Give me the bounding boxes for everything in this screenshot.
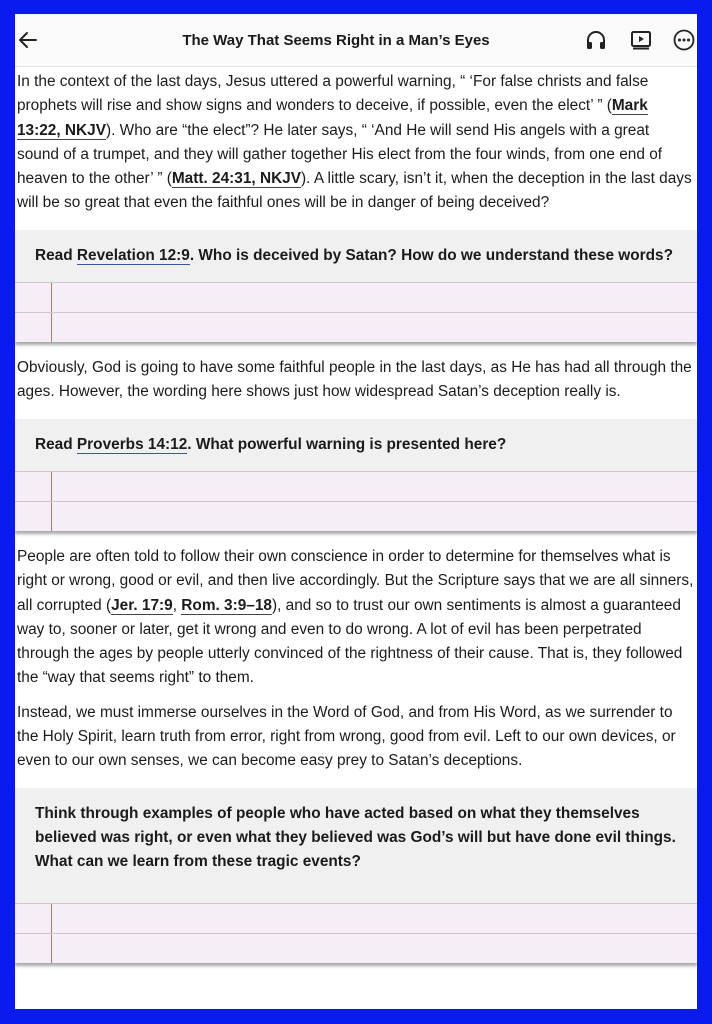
play-video-icon[interactable] — [629, 28, 653, 52]
question-text: Read Revelation 12:9. Who is deceived by Satan? How do we understand these words? — [15, 230, 697, 282]
paragraph-conscience: People are often told to follow their own conscience in order to determine for themselves what is right or wrong, good or evil, and then live accordingly. But the Scripture says that we are all sinners, all corrupted (Jer. 17:9, Rom. 3:9–18), and so to trust our own sentiments is almost a guaranteed way to, sooner or later, get it wrong and even to do wrong. A lot of evil has been perpetrated through the ages by people utterly convinced of the rightness of their cause. That is, they followed the “way that seems right” to them. — [17, 547, 694, 687]
answer-area[interactable] — [15, 471, 697, 531]
paragraph-faithful: Obviously, God is going to have some faithful people in the last days, as He has had all through the ages. However, the wording here shows just how widespread Satan’s deception really is. — [17, 359, 692, 401]
question-text: Think through examples of people who have acted based on what they themselves believed was right, or even what they believed was God’s will but have done evil things. What can we learn from these tragic events? — [15, 788, 697, 889]
answer-line[interactable] — [15, 312, 697, 342]
answer-area[interactable] — [15, 282, 697, 342]
answer-line[interactable] — [15, 903, 697, 933]
scripture-link-revelation[interactable]: Revelation 12:9 — [76, 246, 190, 264]
answer-line[interactable] — [15, 471, 697, 501]
answer-line[interactable] — [15, 933, 697, 963]
question-box-2 — [15, 419, 697, 531]
scripture-link-mark[interactable]: Mark 13:22, NKJV — [17, 97, 648, 139]
page-title: The Way That Seems Right in a Man’s Eyes — [182, 32, 490, 49]
paragraph-word-of-god: Instead, we must immerse ourselves in the Word of God, and from His Word, as we surrender to the Holy Spirit, learn truth from error, right from wrong, good from evil. Left to our own devices, or even to our own senses, we can become easy prey to Satan’s deceptions. — [17, 703, 676, 770]
question-box-1 — [15, 230, 697, 342]
headphones-icon[interactable] — [584, 28, 608, 52]
scripture-link-matthew[interactable]: Matt. 24:31, NKJV — [171, 170, 302, 188]
scripture-link-romans[interactable]: Rom. 3:9–18 — [181, 596, 272, 614]
answer-line[interactable] — [15, 501, 697, 531]
reading-content — [15, 70, 697, 963]
app-window — [15, 14, 697, 1009]
question-box-3 — [15, 788, 697, 963]
scripture-link-jeremiah[interactable]: Jer. 17:9 — [111, 596, 173, 614]
scripture-link-proverbs[interactable]: Proverbs 14:12 — [76, 435, 188, 453]
paragraph-intro: In the context of the last days, Jesus uttered a powerful warning, “ ‘For false christs and false prophets will rise and show signs and wonders to deceive, if possible, even the elect’ ” (Mark 13:22, NKJV). Who are “the elect”? He later says, “ ‘And He will send His angels with a great sound of a trumpet, and they will gather together His elect from the four winds, from one end of heaven to the other’ ” (Matt. 24:31, NKJV). A little scary, isn’t it, when the deception in the last days will be so great that even the faithful ones will be in danger of being deceived? — [17, 73, 692, 212]
question-text: Read Proverbs 14:12. What powerful warning is presented here? — [15, 419, 697, 471]
more-options-icon[interactable] — [672, 28, 696, 52]
answer-line[interactable] — [15, 282, 697, 312]
top-bar — [15, 14, 697, 67]
answer-area[interactable] — [15, 903, 697, 963]
